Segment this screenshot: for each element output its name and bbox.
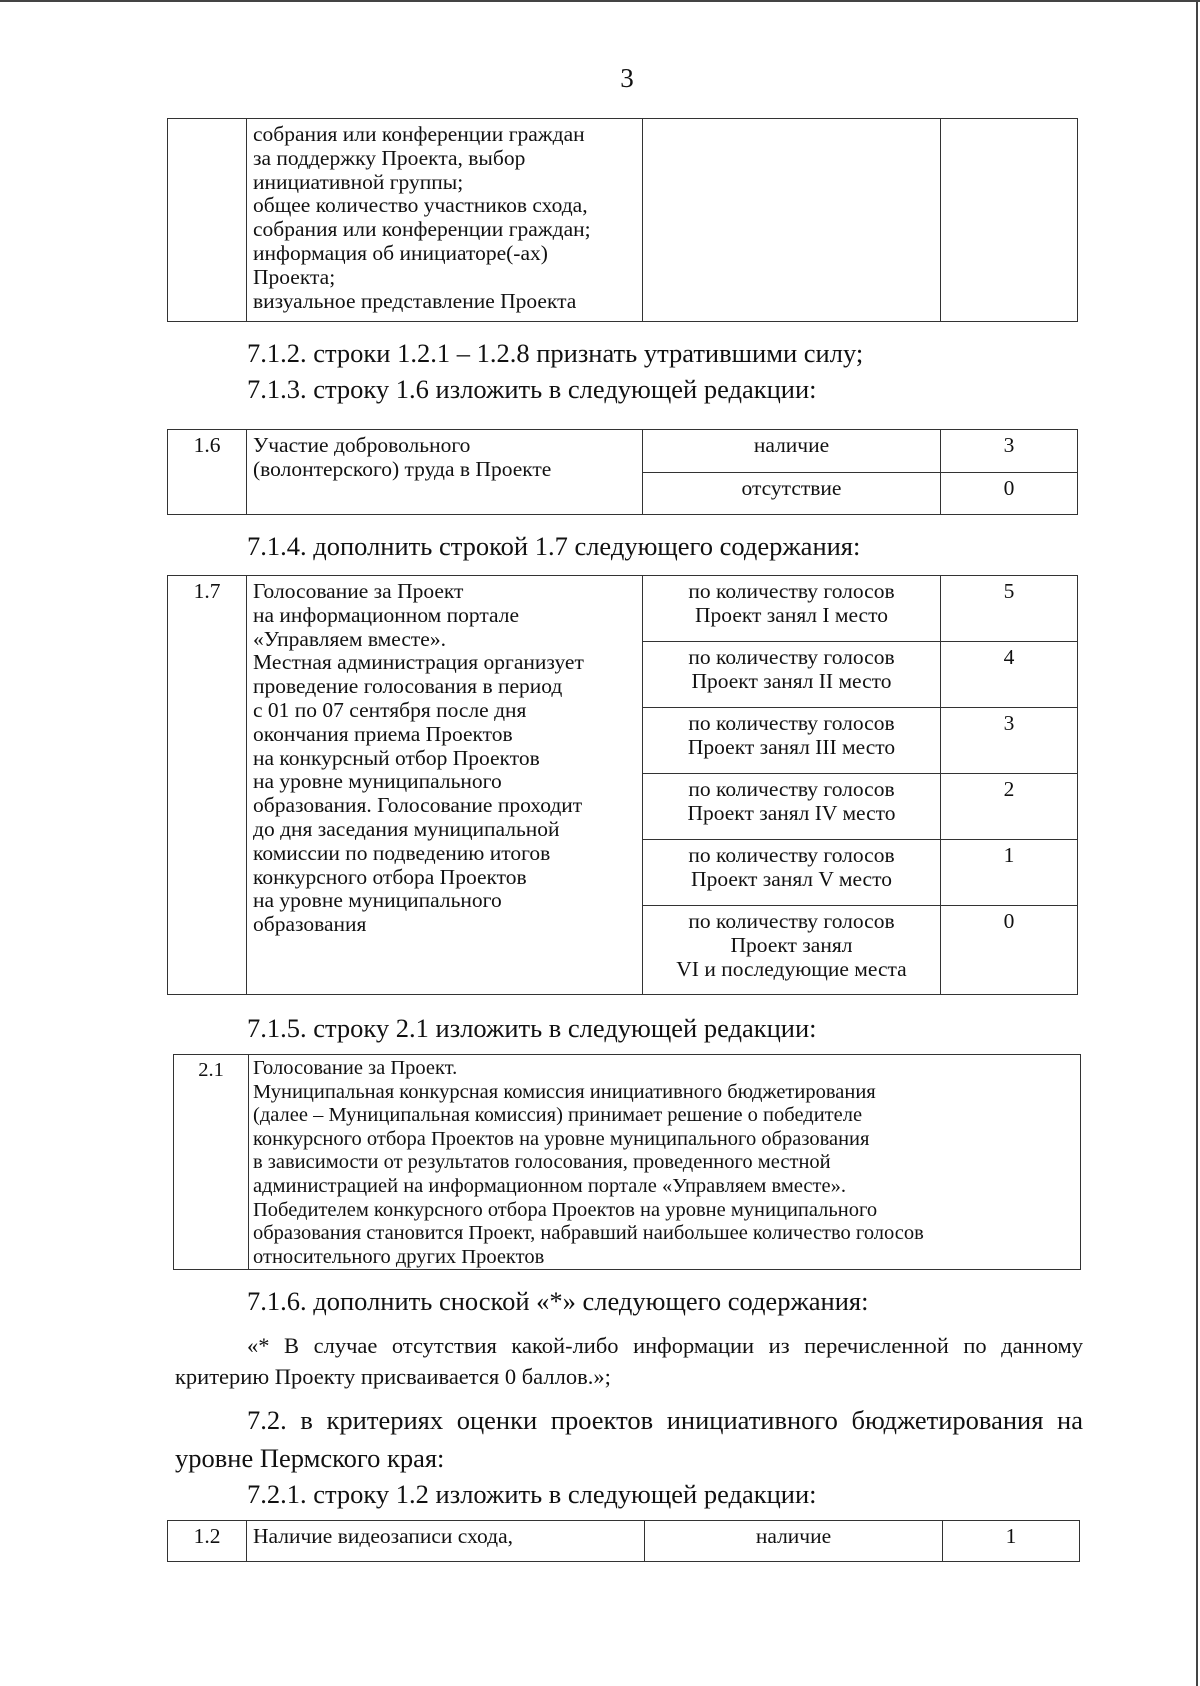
table-cell-value: по количеству голосов Проект занял IV место <box>643 774 941 840</box>
table-cell-value: по количеству голосов Проект занял II место <box>643 642 941 708</box>
table-row-1-2 <box>167 1520 1080 1562</box>
page-number: 3 <box>620 63 634 93</box>
table-cell-num <box>168 119 247 322</box>
table-cell-text: Голосование за Проект. Муниципальная конкурсная комиссия инициативного бюджетирования (далее – Муниципальная комиссия) принимает решение о победителе конкурсного отбора Проектов на уровне муниципального образования в зависимости от результатов голосования, проведенного местной администрацией на информационном портале «Управляем вместе». Победителем конкурсного отбора Проектов на уровне муниципального образования становится Проект, набравший наибольшее количество голосов относительного других Проектов <box>249 1055 1081 1270</box>
table-continuation <box>167 118 1078 322</box>
paragraph-7-1-5: 7.1.5. строку 2.1 изложить в следующей редакции: <box>247 1013 817 1043</box>
table-cell-points: 0 <box>941 906 1078 995</box>
table-cell-value: отсутствие <box>643 473 941 515</box>
table-cell-num: 1.7 <box>168 576 247 995</box>
paragraph-7-1-6: 7.1.6. дополнить сноской «*» следующего содержания: <box>247 1286 869 1316</box>
table-cell-points: 1 <box>941 840 1078 906</box>
table-row-2-1 <box>173 1054 1081 1270</box>
table-cell-value: по количеству голосов Проект занял V место <box>643 840 941 906</box>
table-cell-points: 3 <box>941 430 1078 473</box>
table-cell-value: по количеству голосов Проект занял I место <box>643 576 941 642</box>
paragraph-7-1-4: 7.1.4. дополнить строкой 1.7 следующего содержания: <box>247 531 861 561</box>
table-cell-points: 4 <box>941 642 1078 708</box>
paragraph-7-2-1: 7.2.1. строку 1.2 изложить в следующей редакции: <box>247 1479 817 1509</box>
paragraph-7-2-text: 7.2. в критериях оценки проектов инициативного бюджетирования на уровне Пермского края: <box>175 1405 1083 1473</box>
page-top-edge <box>0 0 1200 2</box>
table-cell-criterion: Участие добровольного (волонтерского) труда в Проекте <box>247 430 643 515</box>
footnote-content: «* В случае отсутствия какой-либо информации из перечисленной по данному критерию Проекту присваивается 0 баллов.»; <box>175 1333 1083 1389</box>
table-cell-criterion: Наличие видеозаписи схода, <box>247 1521 645 1562</box>
table-cell-points: 0 <box>941 473 1078 515</box>
table-row-1-7 <box>167 575 1078 995</box>
table-cell-points <box>941 119 1078 322</box>
table-cell-points: 3 <box>941 708 1078 774</box>
paragraph-7-2 <box>175 1401 1083 1477</box>
table-cell-criterion: собрания или конференции граждан за поддержку Проекта, выбор инициативной группы; общее количество участников схода, собрания или конференции граждан; информация об инициаторе(-ах) Проекта; визуальное представление Проекта <box>247 119 643 322</box>
page-right-edge <box>1196 0 1198 1686</box>
table-cell-points: 1 <box>943 1521 1080 1562</box>
table-cell-num: 1.2 <box>168 1521 247 1562</box>
table-cell-criterion: Голосование за Проект на информационном портале «Управляем вместе». Местная администрация организует проведение голосования в период с 01 по 07 сентября после дня окончания приема Проектов на конкурсный отбор Проектов на уровне муниципального образования. Голосование проходит до дня заседания муниципальной комиссии по подведению итогов конкурсного отбора Проектов на уровне муниципального образования <box>247 576 643 995</box>
paragraph-7-1-2: 7.1.2. строки 1.2.1 – 1.2.8 признать утратившими силу; <box>247 338 864 368</box>
table-cell-value: по количеству голосов Проект занял III место <box>643 708 941 774</box>
table-cell-value: наличие <box>643 430 941 473</box>
table-cell-points: 5 <box>941 576 1078 642</box>
table-row-1-6 <box>167 429 1078 515</box>
paragraph-7-1-3: 7.1.3. строку 1.6 изложить в следующей редакции: <box>247 374 817 404</box>
table-cell-num: 1.6 <box>168 430 247 515</box>
table-cell-num: 2.1 <box>174 1055 249 1270</box>
table-cell-value <box>643 119 941 322</box>
table-cell-value: по количеству голосов Проект занял VI и последующие места <box>643 906 941 995</box>
table-cell-value: наличие <box>645 1521 943 1562</box>
table-cell-points: 2 <box>941 774 1078 840</box>
footnote-text <box>175 1330 1083 1392</box>
